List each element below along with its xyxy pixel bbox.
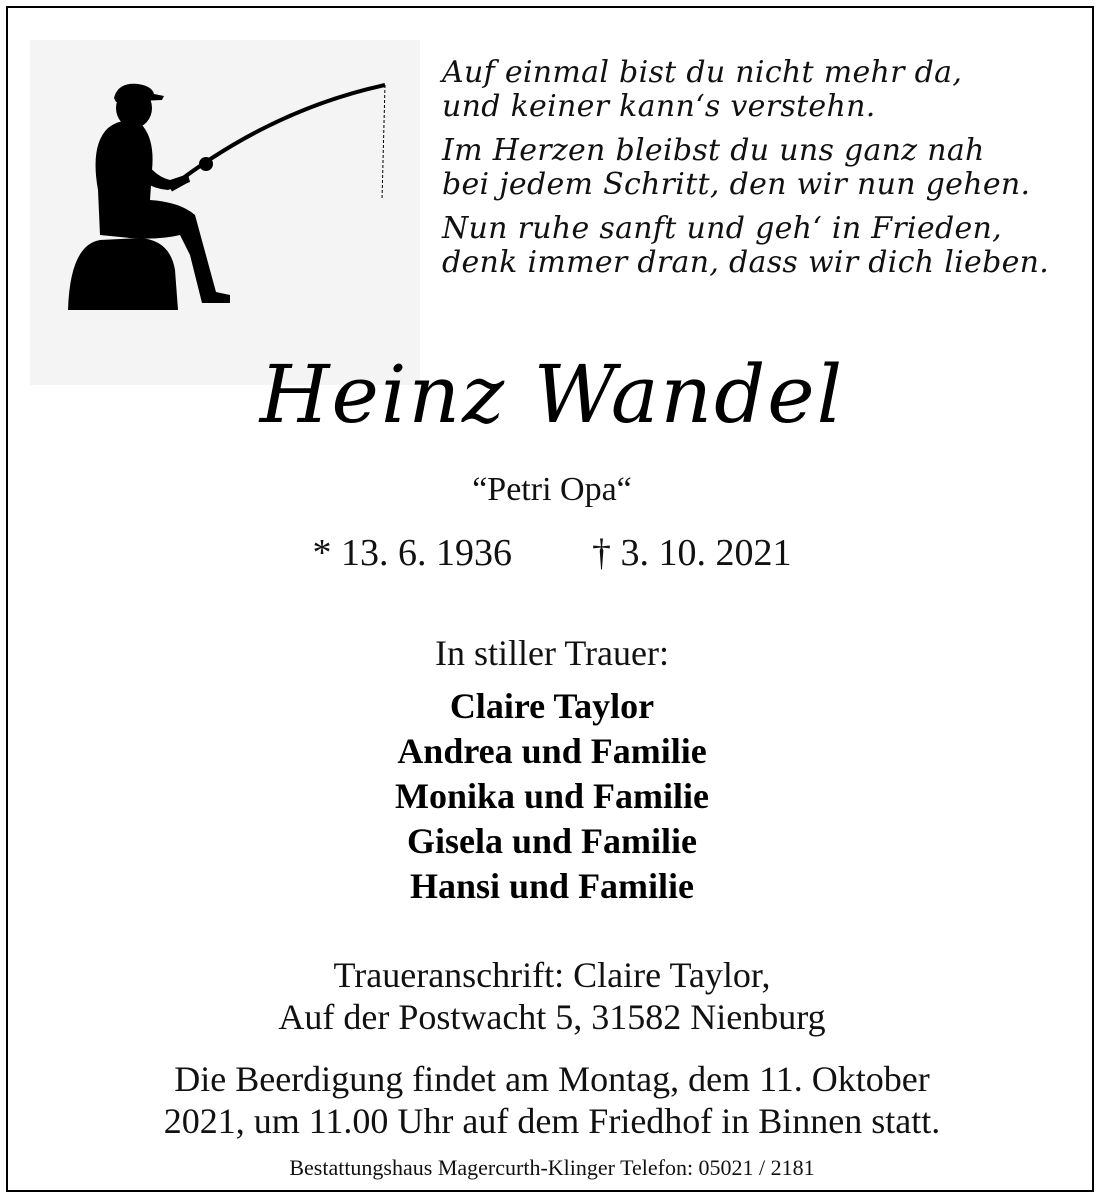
mourner-name: Andrea und Familie	[397, 731, 707, 771]
funeral-line: 2021, um 11.00 Uhr auf dem Friedhof in Binnen statt.	[163, 1101, 941, 1141]
mourner-name: Claire Taylor	[449, 686, 655, 726]
address-line: Auf der Postwacht 5, 31582 Nienburg	[278, 997, 826, 1037]
poem-line: bei jedem Schritt, den wir nun gehen.	[442, 167, 1031, 202]
funeral-home-footer: Bestattungshaus Magercurth-Klinger Telefon: 05021 / 2181	[289, 1155, 815, 1180]
poem-line: Im Herzen bleibst du uns ganz nah	[442, 133, 985, 168]
deceased-nickname: “Petri Opa“	[472, 471, 632, 508]
life-dates	[0, 530, 1104, 576]
poem-stanza	[442, 56, 1082, 124]
poem-line: denk immer dran, dass wir dich lieben.	[442, 245, 1050, 280]
poem-stanza	[442, 212, 1082, 280]
mourner-name: Hansi und Familie	[409, 866, 695, 906]
poem-line: und keiner kann‘s verstehn.	[442, 89, 876, 124]
funeral-notice	[0, 1058, 1104, 1142]
funeral-line: Die Beerdigung findet am Montag, dem 11. Oktober	[174, 1059, 930, 1099]
mourning-address	[0, 954, 1104, 1038]
address-line: Traueranschrift: Claire Taylor,	[333, 955, 771, 995]
poem-line: Auf einmal bist du nicht mehr da,	[442, 55, 963, 90]
fisherman-image	[30, 40, 420, 385]
mourning-intro: In stiller Trauer:	[435, 633, 669, 673]
poem-stanza	[442, 134, 1082, 202]
poem	[442, 56, 1082, 290]
deceased-name: Heinz Wandel	[259, 348, 845, 441]
poem-line: Nun ruhe sanft und geh‘ in Frieden,	[442, 211, 1003, 246]
fisherman-silhouette-icon	[30, 40, 420, 385]
mourners-list	[0, 684, 1104, 909]
birth-date: * 13. 6. 1936	[312, 532, 512, 574]
mourner-name: Gisela und Familie	[406, 821, 698, 861]
death-date: † 3. 10. 2021	[592, 532, 792, 574]
mourner-name: Monika und Familie	[394, 776, 710, 816]
